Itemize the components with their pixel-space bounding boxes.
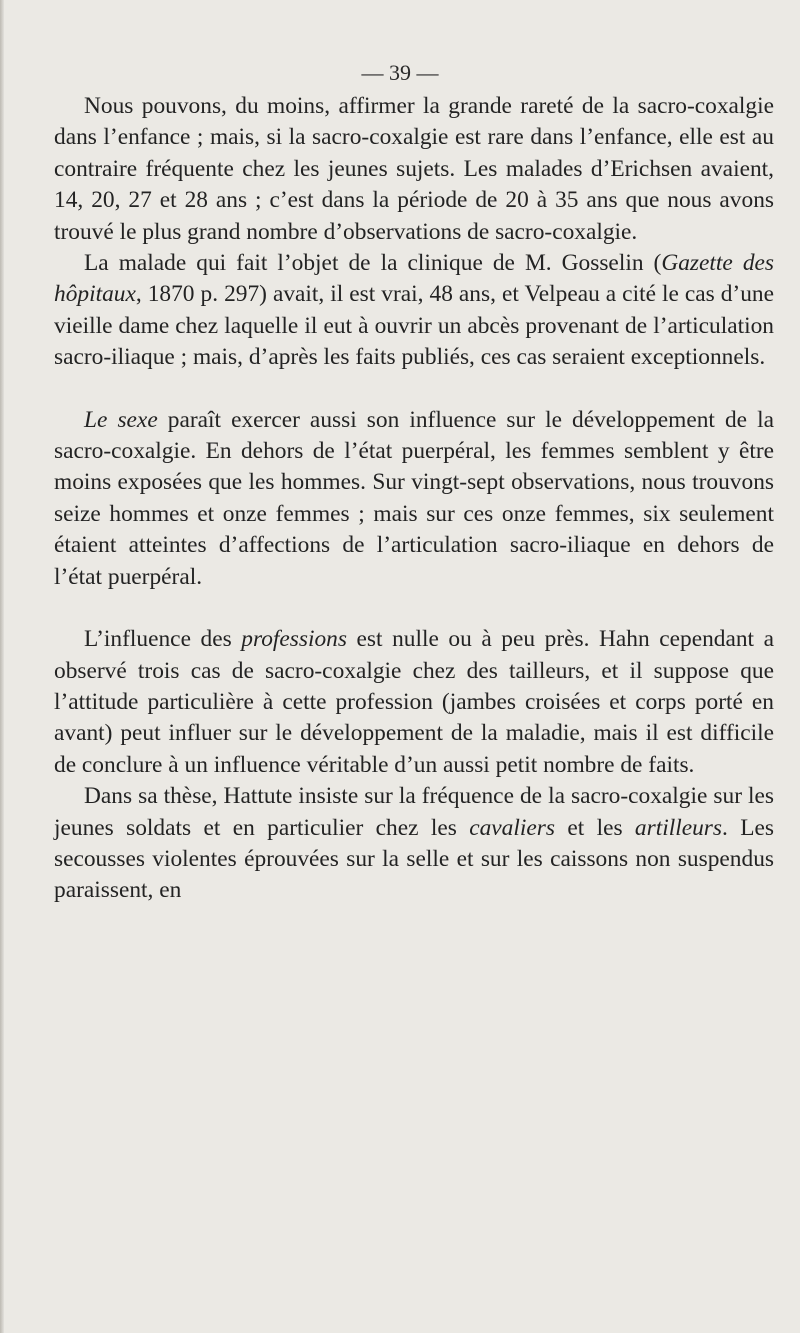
text-run: est nulle ou à peu près. Hahn cependant a observé trois cas de sacro-coxalgie chez des tailleurs, et il suppose que l’attitude particulière à cette profession (jambes croisées et corps porté en avant) peut influer sur le développement de la maladie, mais il est difficile de conclure à un influence véritable d’un aussi petit nombre de faits. xyxy=(54,626,774,778)
italic-text: artilleurs xyxy=(634,814,722,841)
text-run: , 1870 p. 297) avait, il est vrai, 48 ans, et Velpeau a cité le cas d’une vieille dame chez laquelle il eut à ouvrir un abcès provenant de l’articulation sacro-iliaque ; mais, d’après les faits publiés, ces cas seraient exceptionnels. xyxy=(54,281,774,371)
text-run: et les xyxy=(554,814,635,841)
text-run: paraît exercer aussi son influence sur le développement de la sacro-coxalgie. En dehors de l’état puerpéral, les femmes semblent y être moins exposées que les hommes. Sur vingt-sept observations, nous trouvons seize hommes et onze femmes ; mais sur ces onze femmes, six seulement étaient atteintes d’affections de l’articulation sacro-iliaque en dehors de l’état puerpéral. xyxy=(54,406,774,590)
italic-text: professions xyxy=(241,626,347,653)
italic-text: cavaliers xyxy=(469,814,555,841)
text-run: . Les secousses violentes éprouvées sur la selle et sur les caissons non suspendus paraissent, en xyxy=(54,814,774,904)
paragraph xyxy=(54,781,774,907)
italic-text: Gazette des hôpitaux xyxy=(54,250,775,308)
paragraph xyxy=(54,91,774,248)
text-run: L’influence des xyxy=(84,626,242,653)
text-run: Nous pouvons, du moins, affirmer la grande rareté de la sacro-coxalgie dans l’enfance ; mais, si la sacro-coxalgie est rare dans l’enfance, elle est au contraire fréquente chez les jeunes sujets. Les malades d’Erichsen avaient, 14, 20, 27 et 28 ans ; c’est dans la période de 20 à 35 ans que nous avons trouvé le plus grand nombre d’observations de sacro-coxalgie. xyxy=(54,93,774,245)
paragraph xyxy=(54,624,774,781)
text-run: La malade qui fait l’objet de la clinique de M. Gosselin ( xyxy=(84,250,662,277)
paragraph xyxy=(54,248,774,374)
text-run: Dans sa thèse, Hattute insiste sur la fréquence de la sacro-coxalgie sur les jeunes soldats et en particulier chez les xyxy=(54,783,774,841)
body-text xyxy=(54,91,774,907)
paragraph xyxy=(54,405,774,593)
page-binding-edge xyxy=(0,0,4,1333)
italic-text: Le sexe xyxy=(84,406,158,433)
page-number: — 39 — xyxy=(361,60,439,85)
